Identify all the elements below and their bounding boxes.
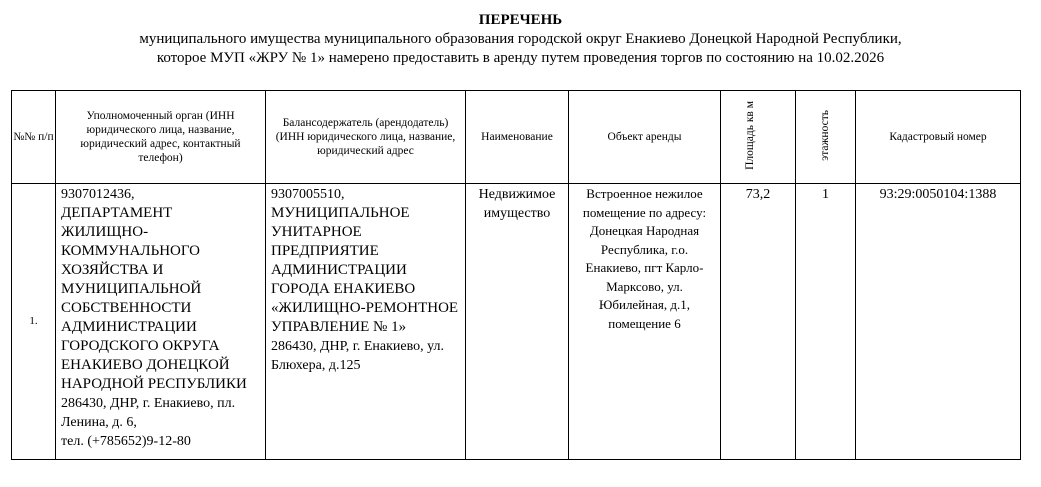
header-floors: этажность [819, 109, 831, 161]
document-title: ПЕРЕЧЕНЬ [478, 12, 563, 28]
row-authorized-body [56, 184, 266, 460]
row-object: Встроенное нежилое помещение по адресу: Донецкая Народная Республика, г.о. Енакиево, пгт Карло-Марксово, ул. Юбилейная, д.1, помещение 6 [569, 184, 721, 460]
row-floors: 1 [796, 184, 856, 460]
document-heading [0, 11, 1041, 68]
document-subtitle-line-2: которое МУП «ЖРУ № 1» намерено предоставить в аренду путем проведения торгов по состоянию на 10.02.2026 [156, 50, 885, 66]
table-row [12, 184, 1021, 460]
property-table [11, 90, 1021, 460]
authorized-body-address: 286430, ДНР, г. Енакиево, пл. Ленина, д. 6, [61, 396, 236, 430]
header-authorized-body: Уполномоченный орган (ИНН юридического лица, название, юридический адрес, контактный телефон) [56, 91, 266, 184]
row-cadastral: 93:29:0050104:1388 [856, 184, 1021, 460]
row-num: 1. [12, 184, 56, 460]
header-area-cell [721, 91, 796, 184]
balance-holder-inn: 9307005510, [271, 187, 345, 202]
header-num: №№ п/п [12, 91, 56, 184]
row-balance-holder [266, 184, 466, 460]
header-floors-cell [796, 91, 856, 184]
row-area: 73,2 [721, 184, 796, 460]
header-name: Наименование [466, 91, 569, 184]
authorized-body-phone: тел. (+785652)9-12-80 [61, 434, 191, 449]
balance-holder-name: МУНИЦИПАЛЬНОЕ УНИТАРНОЕ ПРЕДПРИЯТИЕ АДМИНИСТРАЦИИ ГОРОДА ЕНАКИЕВО «ЖИЛИЩНО-РЕМОНТНОЕ УПРАВЛЕНИЕ № 1» [271, 205, 459, 335]
balance-holder-address: 286430, ДНР, г. Енакиево, ул. Блюхера, д.125 [271, 339, 445, 373]
header-area: Площадь кв м [744, 100, 756, 170]
table-header-row [12, 91, 1021, 184]
header-cadastral: Кадастровый номер [856, 91, 1021, 184]
header-balance-holder: Балансодержатель (арендодатель) (ИНН юридического лица, название, юридический адрес [266, 91, 466, 184]
document-subtitle-line-1: муниципального имущества муниципального образования городской округ Енакиево Донецкой Народной Республики, [139, 31, 902, 47]
authorized-body-inn: 9307012436, [61, 187, 135, 202]
header-object: Объект аренды [569, 91, 721, 184]
row-name: Недвижимое имущество [466, 184, 569, 460]
authorized-body-name: ДЕПАРТАМЕНТ ЖИЛИЩНО-КОММУНАЛЬНОГО ХОЗЯЙСТВА И МУНИЦИПАЛЬНОЙ СОБСТВЕННОСТИ АДМИНИСТРАЦИИ ГОРОДСКОГО ОКРУГА ЕНАКИЕВО ДОНЕЦКОЙ НАРОДНОЙ РЕСПУБЛИКИ [61, 205, 247, 392]
